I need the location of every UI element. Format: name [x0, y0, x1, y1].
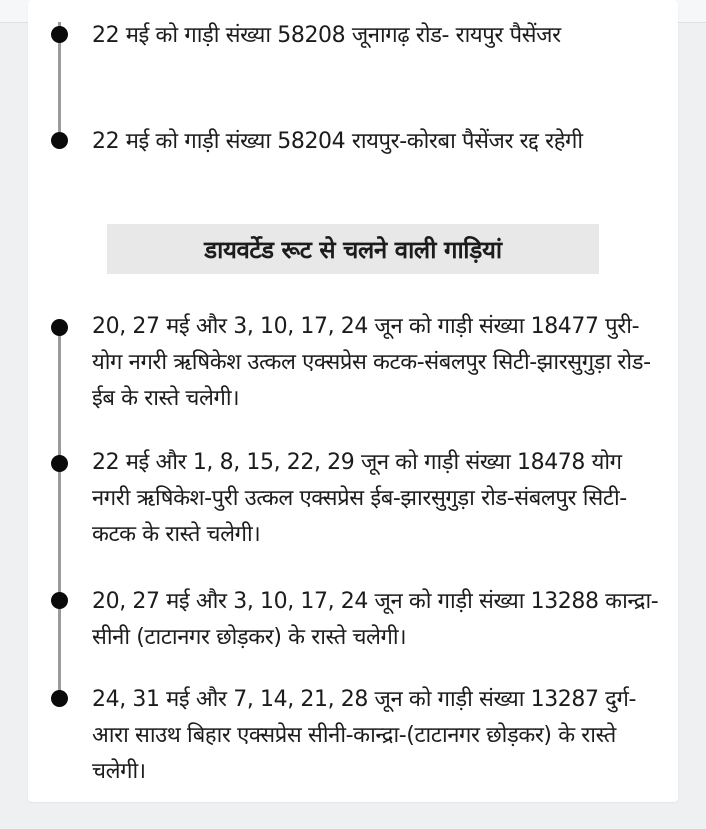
bullet-dot [51, 26, 68, 43]
list-item: 24, 31 मई और 7, 14, 21, 28 जून को गाड़ी संख्या 13287 दुर्ग-आरा साउथ बिहार एक्सप्रेस सीनी-कान्द्रा-(टाटानगर छोड़कर) के रास्ते चलेगी। [92, 687, 636, 784]
list-item: 22 मई को गाड़ी संख्या 58208 जूनागढ़ रोड- रायपुर पैसेंजर [92, 23, 561, 48]
bullet-dot [51, 592, 68, 609]
bullet-dot [51, 690, 68, 707]
bullet-dot [51, 455, 68, 472]
list-item: 22 मई और 1, 8, 15, 22, 29 जून को गाड़ी संख्या 18478 योग नगरी ऋषिकेश-पुरी उत्कल एक्सप्रेस ईब-झारसुगुड़ा रोड-संबलपुर सिटी-कटक के रास्ते चलेगी। [92, 450, 627, 547]
list-item: 20, 27 मई और 3, 10, 17, 24 जून को गाड़ी संख्या 13288 कान्द्रा-सीनी (टाटानगर छोड़कर) के रास्ते चलेगी। [92, 589, 659, 650]
section-heading: डायवर्टेड रूट से चलने वाली गाड़ियां [107, 224, 599, 274]
timeline-line-diverted [58, 325, 61, 697]
bullet-dot [51, 132, 68, 149]
bullet-dot [51, 319, 68, 336]
list-item: 20, 27 मई और 3, 10, 17, 24 जून को गाड़ी संख्या 18477 पुरी-योग नगरी ऋषिकेश उत्कल एक्सप्रेस कटक-संबलपुर सिटी-झारसुगुड़ा रोड-ईब के रास्ते चलेगी। [92, 314, 651, 411]
list-item: 22 मई को गाड़ी संख्या 58204 रायपुर-कोरबा पैसेंजर रद्द रहेगी [92, 129, 583, 154]
